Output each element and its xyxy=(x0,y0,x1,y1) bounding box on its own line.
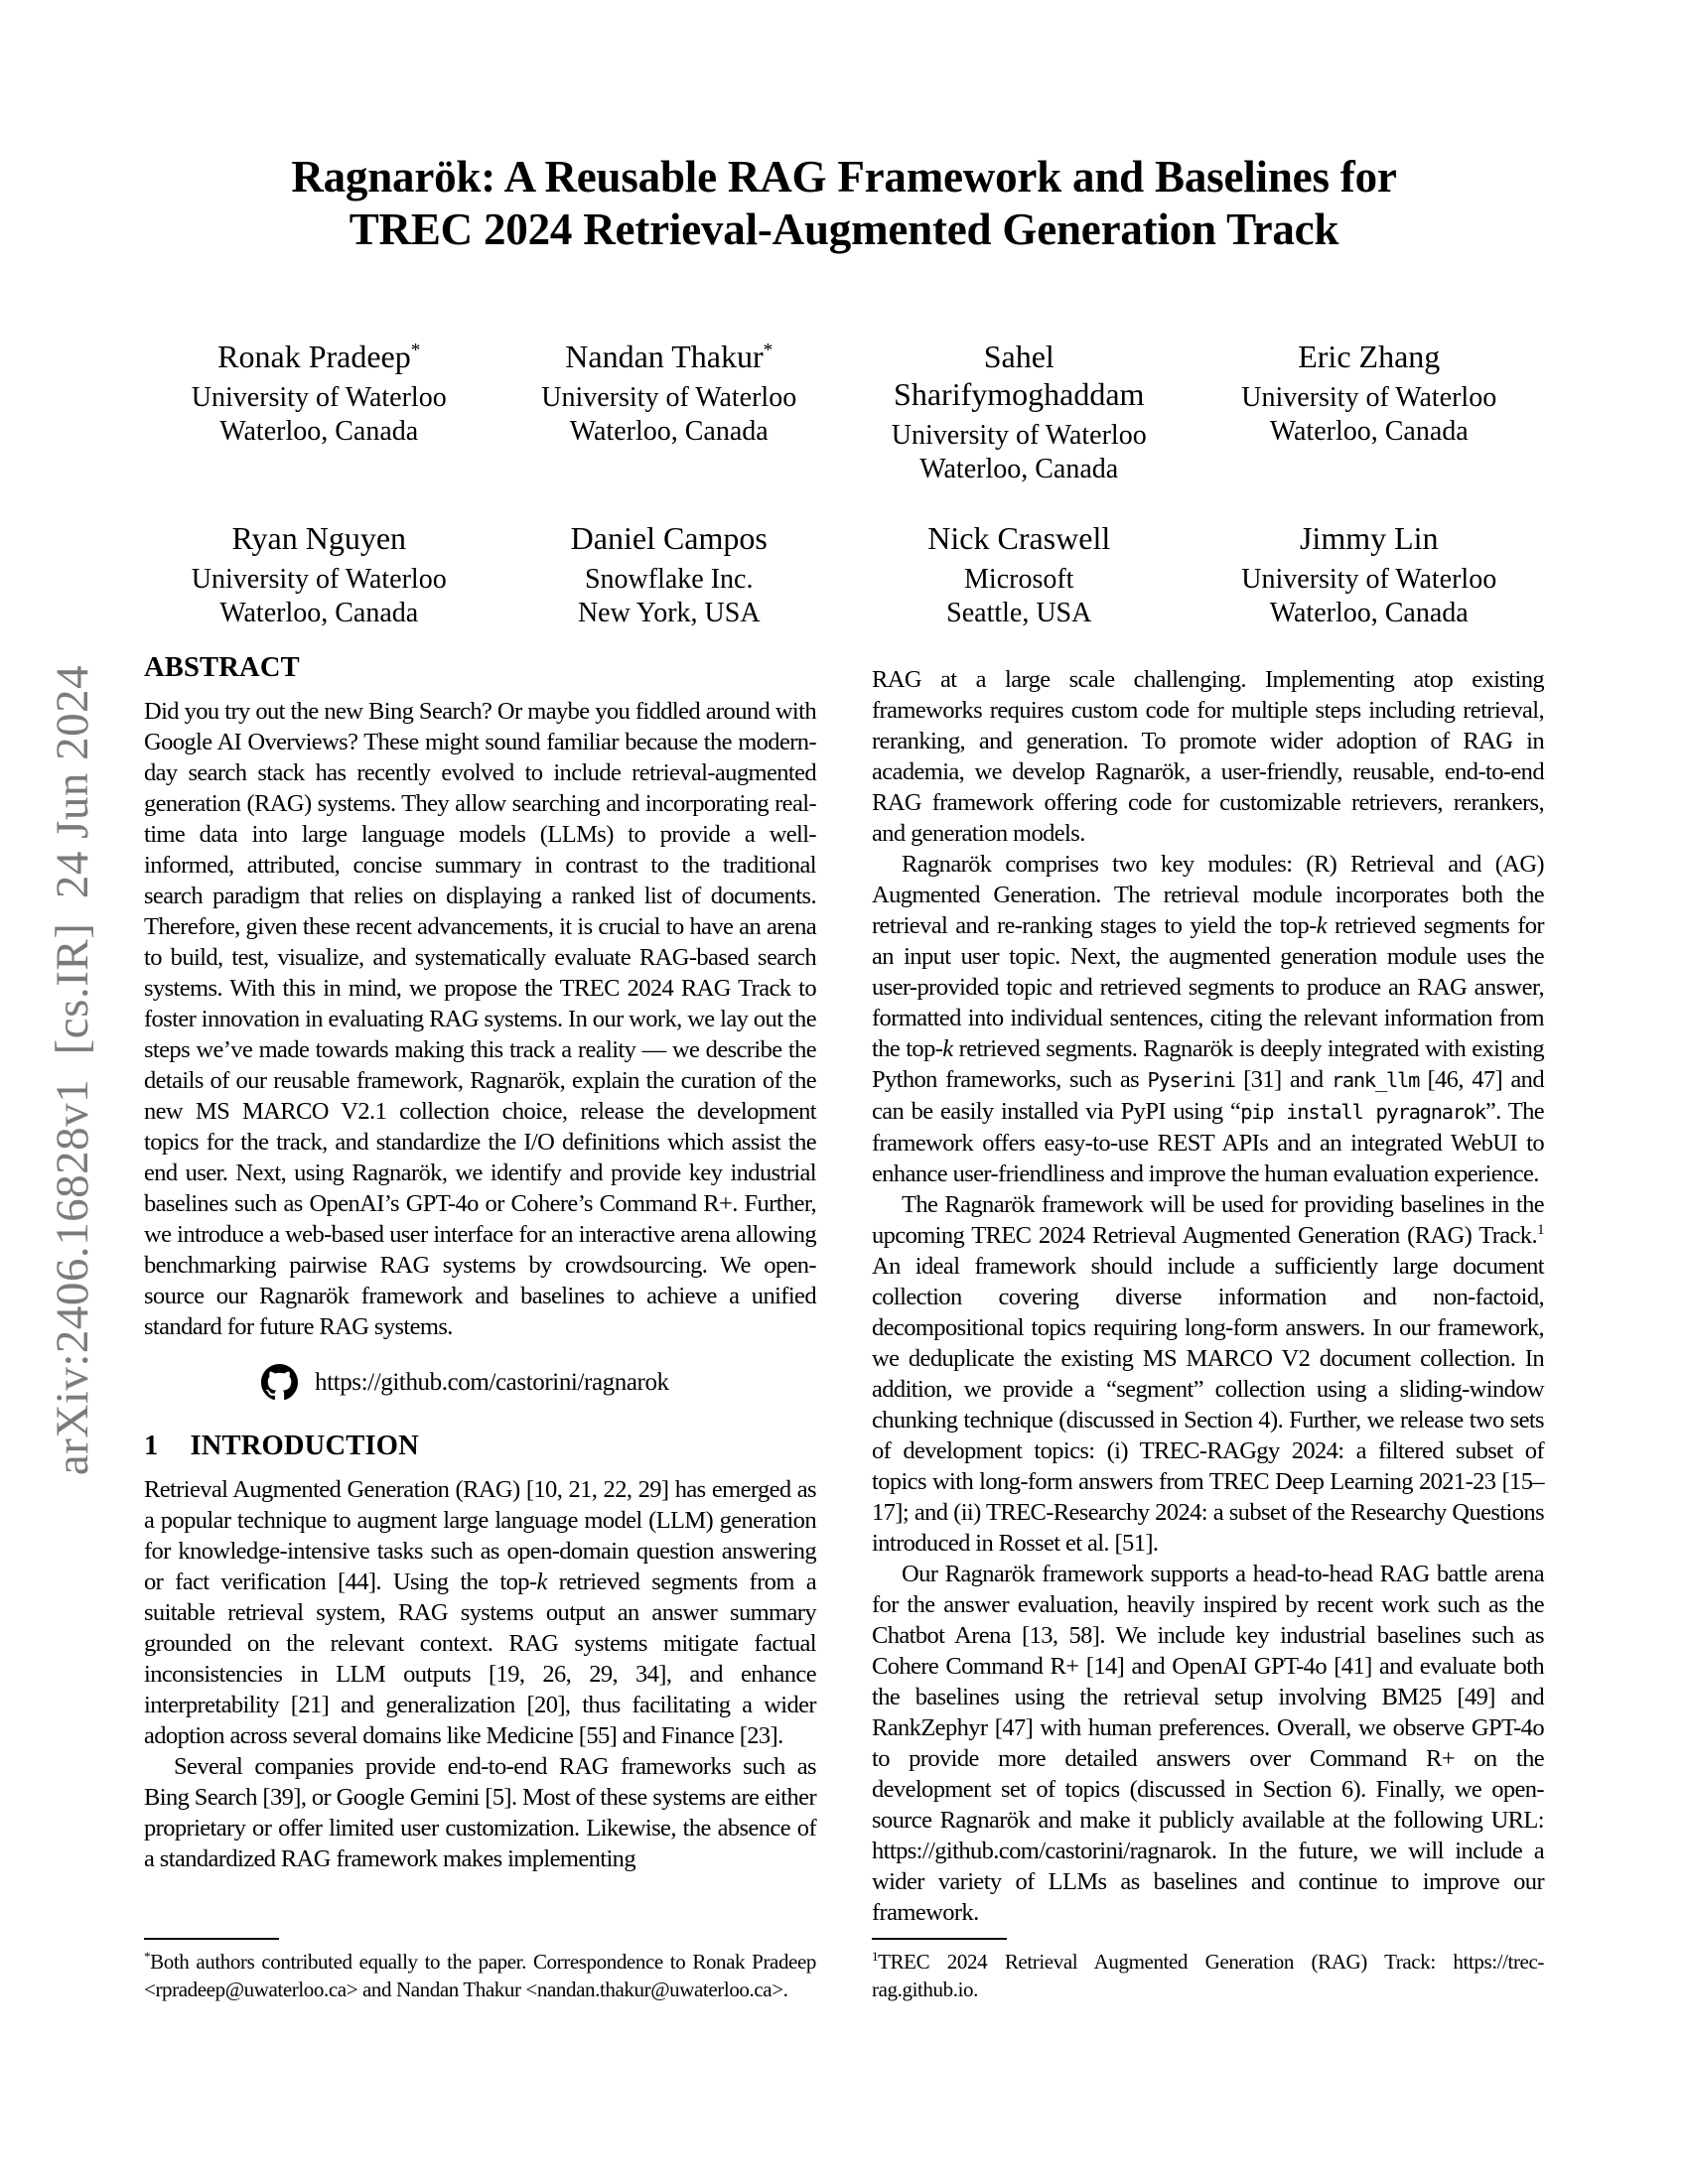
footnote-left xyxy=(144,1928,816,2003)
author-block xyxy=(494,520,845,630)
author-affiliation: University of Waterloo xyxy=(541,382,797,414)
arxiv-watermark: arXiv:2406.16828v1 [cs.IR] 24 Jun 2024 xyxy=(47,664,98,1476)
author-block xyxy=(494,339,845,486)
intro-paragraph-1: Retrieval Augmented Generation (RAG) [10, 21, 22, 29] has emerged as a popular technique to augment large language model (LLM) generation for knowledge-intensive tasks such as open-domain question answering or fact verification [44]. Using the top-k retrieved segments from a suitable retrieval system, RAG systems output an answer summary grounded on the relevant context. RAG systems mitigate factual inconsistencies in LLM outputs [19, 26, 29, 34], and enhance interpretability [21] and generalization [20], thus facilitating a wider adoption across several domains like Medicine [55] and Finance [23]. xyxy=(144,1476,816,1750)
introduction-heading xyxy=(144,1431,816,1462)
author-name: Sahel Sharifymoghaddam xyxy=(894,339,1145,413)
footnote-left-text: *Both authors contributed equally to the paper. Correspondence to Ronak Pradeep <rpradeep@uwaterloo.ca> and Nandan Thakur <nandan.thakur@uwaterloo.ca>. xyxy=(144,1949,816,2001)
author-name: Daniel Campos xyxy=(570,520,768,557)
author-name: Jimmy Lin xyxy=(1299,520,1439,557)
author-location: Waterloo, Canada xyxy=(219,416,419,448)
right-column xyxy=(872,644,1544,2003)
right-paragraph-1: RAG at a large scale challenging. Implementing atop existing frameworks requires custom code for multiple steps including retrieval, reranking, and generation. To promote wider adoption of RAG in academia, we develop Ragnarök, a user-friendly, reusable, end-to-end RAG framework offering code for customizable retrievers, rerankers, and generation models. xyxy=(872,666,1544,848)
left-column xyxy=(144,644,816,2003)
github-repo-link[interactable]: https://github.com/castorini/ragnarok xyxy=(315,1368,669,1396)
section-title: INTRODUCTION xyxy=(190,1431,419,1462)
github-icon xyxy=(261,1364,298,1401)
author-block xyxy=(1195,339,1545,486)
author-affiliation: University of Waterloo xyxy=(1241,382,1497,414)
author-name: Nandan Thakur* xyxy=(565,339,774,375)
paper-title-line2: TREC 2024 Retrieval-Augmented Generation Track xyxy=(349,204,1339,254)
author-location: Waterloo, Canada xyxy=(219,598,419,628)
author-name: Nick Craswell xyxy=(927,520,1111,557)
footnote-rule xyxy=(144,1938,279,1940)
author-name: Ryan Nguyen xyxy=(231,520,407,557)
intro-paragraph-2: Several companies provide end-to-end RAG frameworks such as Bing Search [39], or Google Gemini [5]. Most of these systems are either proprietary or offer limited user customization. Likewise, the absence of a standardized RAG framework makes implementing xyxy=(144,1753,816,1873)
author-affiliation: Microsoft xyxy=(964,563,1074,595)
author-grid xyxy=(144,339,1544,630)
author-block xyxy=(144,520,494,630)
author-block xyxy=(844,339,1195,486)
author-location: New York, USA xyxy=(577,598,761,628)
author-name: Ronak Pradeep* xyxy=(217,339,421,375)
footnote-right xyxy=(872,1928,1544,2003)
right-paragraph-4: Our Ragnarök framework supports a head-to-head RAG battle arena for the answer evaluation, heavily inspired by recent work such as the Chatbot Arena [13, 58]. We include key industrial baselines such as Cohere Command R+ [14] and OpenAI GPT-4o [41] and evaluate both the baselines using the retrieval setup involving BM25 [49] and RankZephyr [47] with human preferences. Overall, we observe GPT-4o to provide more detailed answers over Command R+ on the development set of topics (discussed in Section 6). Finally, we open-source Ragnarök and make it publicly available at the following URL: https://github.com/castorini/ragnarok. In the future, we will include a wider variety of LLMs as baselines and continue to improve our framework. xyxy=(872,1561,1544,1927)
two-column-body xyxy=(144,644,1544,2003)
author-affiliation: Snowflake Inc. xyxy=(584,563,754,595)
footnote-rule xyxy=(872,1938,1007,1940)
right-paragraph-3: The Ragnarök framework will be used for providing baselines in the upcoming TREC 2024 Retrieval Augmented Generation (RAG) Track.$^1$ An ideal framework should include a sufficiently large document collection covering diverse information and non-factoid, decompositional topics requiring long-form answers. In our framework, we deduplicate the existing MS MARCO V2 document collection. In addition, we provide a “segment” collection using a sliding-window chunking technique (discussed in Section 4). Further, we release two sets of development topics: (i) TREC-RAGgy 2024: a filtered subset of topics with long-form answers from TREC Deep Learning 2021-23 [15–17]; and (ii) TREC-Researchy 2024: a subset of the Researchy Questions introduced in Rosset et al. [51]. xyxy=(872,1191,1544,1558)
author-location: Waterloo, Canada xyxy=(919,453,1119,484)
author-location: Seattle, USA xyxy=(946,598,1092,628)
abstract-text: Did you try out the new Bing Search? Or maybe you fiddled around with Google AI Overviews? These might sound familiar because the modern-day search stack has recently evolved to include retrieval-augmented generation (RAG) systems. They allow searching and incorporating real-time data into large language models (LLMs) to provide a well-informed, attributed, concise summary in contrast to the traditional search paradigm that relies on displaying a ranked list of documents. Therefore, given these recent advancements, it is crucial to have an arena to build, test, visualize, and systematically evaluate RAG-based search systems. With this in mind, we propose the TREC 2024 RAG Track to foster innovation in evaluating RAG systems. In our work, we lay out the steps we’ve made towards making this track a reality — we describe the details of our reusable framework, Ragnarök, explain the curation of the new MS MARCO V2.1 collection choice, release the development topics for the track, and standardize the I/O definitions which assist the end user. Next, using Ragnarök, we identify and provide key industrial baselines such as OpenAI’s GPT-4o or Cohere’s Command R+. Further, we introduce a web-based user interface for an interactive arena allowing benchmarking pairwise RAG systems by crowdsourcing. We open-source our Ragnarök framework and baselines to achieve a unified standard for future RAG systems. xyxy=(144,698,816,1341)
author-affiliation: University of Waterloo xyxy=(1241,563,1497,595)
author-affiliation: University of Waterloo xyxy=(191,382,447,414)
paper-title xyxy=(0,0,1688,255)
author-block xyxy=(144,339,494,486)
author-affiliation: University of Waterloo xyxy=(191,563,447,595)
author-block xyxy=(1195,520,1545,630)
paper-title-line1: Ragnarök: A Reusable RAG Framework and Baselines for xyxy=(291,152,1397,202)
author-affiliation: University of Waterloo xyxy=(891,419,1147,451)
github-link-row xyxy=(261,1364,816,1401)
footnote-right-text: $^1$TREC 2024 Retrieval Augmented Generation (RAG) Track: https://trec-rag.github.io. xyxy=(872,1949,1544,2001)
author-location: Waterloo, Canada xyxy=(569,416,769,448)
author-name: Eric Zhang xyxy=(1298,339,1441,375)
author-location: Waterloo, Canada xyxy=(1269,598,1469,628)
author-location: Waterloo, Canada xyxy=(1269,416,1469,448)
section-number: 1 xyxy=(144,1431,159,1462)
abstract-heading: ABSTRACT xyxy=(144,652,300,684)
author-block xyxy=(844,520,1195,630)
right-paragraph-2: Ragnarök comprises two key modules: (R) Retrieval and (AG) Augmented Generation. The retrieval module incorporates both the retrieval and re-ranking stages to yield the top-k retrieved segments for an input user topic. Next, the augmented generation module uses the user-provided topic and retrieved segments to produce an RAG answer, formatted into individual sentences, citing the relevant information from the top-k retrieved segments. Ragnarök is deeply integrated with existing Python frameworks, such as Pyserini [31] and rank_llm [46, 47] and can be easily installed via PyPI using “pip install pyragnarok”. The framework offers easy-to-use REST APIs and an integrated WebUI to enhance user-friendliness and improve the human evaluation experience. xyxy=(872,851,1544,1188)
